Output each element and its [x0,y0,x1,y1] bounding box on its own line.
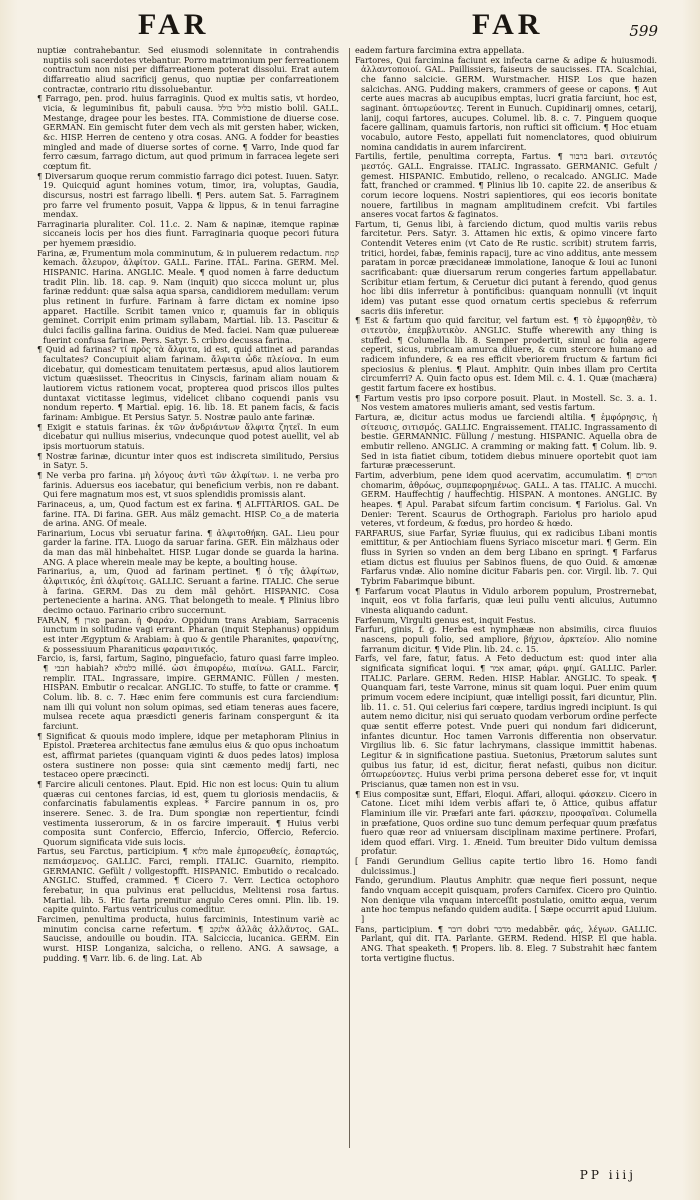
dictionary-entry: Farinarius, a, um, Quod ad farinam pertinet. ¶ ὁ τῆς ἀλφίτων, ἀλφιτικός, ἐπὶ ἀλφίτοις. GALLIC. Seruant a farine. ITALIC. Che serue à farina. GERM. Das zu dem mäl gehört. HISPANIC. Cosa perteneciente a harina. ANG. That belongeth to meale. ¶ Plinius libro decimo octauo. Farinario cribro succernunt. [37,566,339,616]
dictionary-entry: Farina, æ, Frumentum mola comminutum, & in puluerem redactum. קמח kemach. ἄλευρον, ἀλφίτον. GALL. Farine. ITAL. Farina. GERM. Mel. HISPANIC. Harina. ANGLIC. Meale. ¶ quod nomen à farre deductum tradit Plin. lib. 18. cap. 9. Nam (inquit) quo siccca molunt ur, plus farinæ reddunt: quæ salsa aqua sparsa, candidiorem medullam: verum plus retinent in furfure. Farinam à farre dictam ex nomine ipso apparet. Hactille. Scribit tamen vnico r, quamuis far in obliquis geminet. Corripit enim primam syllabam, Martial. lib. 13. Pascitur & dulci facilis gallina farina. Ouidius de Med. faciei. Nam quæ puluereæ fuerint confusa farinæ. Pers. Satyr. 5. cribro decussa farina. [37,247,339,345]
page-number: 599 [629,22,658,40]
dictionary-entry: FARFARUS, siue Farfar, Syriæ fluuius, qui ex radicibus Libani montis emittitur, & per Antiochiam fluens Syriaco miscetur mari. ¶ Germ. Ein fluss in Syrien so vnden an dem berg Libano en springt. ¶ Farfarus etiam dictus est fluuius per Sabinos fluens, de quo Ouid. & amœnæ Farfarus vndæ. Alio nomine dicitur Fabaris pen. cor. Virgil. lib. 7. Qui Tybrim Fabarimque bibunt. [355,527,657,587]
dictionary-entry: ¶ Farfarum vocat Plautus in Vidulo arborem populum, Prostrernebat, inquit, eos vt folia farfaris, quæ leui pullu venti alicuius, Autumno vinesta aliquando cadunt. [355,585,657,616]
dictionary-entry: Fartores, Qui farcimina faciunt ex infecta carne & adipe & huiusmodi. ἀλλαντοποιοί. GAL. Paillissiers, faiseurs de saucisses. ITA. Scalchiai, che fanno salcicie. GERM. Wurstmacher. HISP. Los que hazen salcichas. ANG. Pudding makers, crammers of geese or capons. ¶ Aut certe aues macras ab aucupibus emptas, lucri gratia farciunt, hoc est, saginant. ὁπτωρεύοντες. Terent in Eunuch. Cupidinarij omnes, cetarij, lanij, coqui fartores, aucupes. Columel. lib. 8. c. 7. Pinguem quoque facere gallinam, quamuis fartoris, non ruftici sit officium. ¶ Hoc etuam vocabulo, autore Festo, appellati fuit nomenclatores, quod obiuirum nomina candidatis in aurem infarcirent. [355,54,657,152]
dictionary-entry: ¶ Est & fartum quo quid farcitur, vel fartum est. ¶ τὸ ἐμφορηθὲν, τὸ σιτευτὸν, ἐπεμβλυτικὸν. ANGLIC. Stuffe wherewith any thing is stuffed. ¶ Columella lib. 8. Semper prodertit, simul ac folia agere ceperit, sicus, rubricam amurca diluere, & cum stercore humano ad radicem infundere, & ea res efficit vberiorem fructum & fartum fici speciosius & plenius. ¶ Plaut. Amphitr. Quin inbes illam pro Certita circumferri? A. Quin facto opus est. Idem Mil. c. 4. 1. Quæ (machæra) gestit fartum facere ex hostibus. [355,315,657,393]
dictionary-entry: Farfuri, ginis, f. g. Herba est nymphææ non absimilis, circa fluuios nascens, populi folio, sed ampliore, βήχιον, ἀρκτείον. Alio nomine farranum dicitur. ¶ Vide Plin. lib. 24. c. 15. [355,624,657,654]
signature-mark: PP iiij [579,1168,636,1182]
dictionary-entry: eadem fartura farcimina extra appellata. [355,46,525,55]
running-head-right: FAR [472,8,544,41]
right-column [355,46,657,1151]
dictionary-entry: Fartus, seu Farctus, participium. ¶ מלוא male ἐμπορευθείς, ἐσπαρτώς, πεπιάσμενος. GALLIC. Farci, rempli. ITALIC. Guarnito, riempito. GERMANIC. Gefült / vollgestopfft. HISPANIC. Embutido o recalcado. ANGLIC. Stuffed, crammed. ¶ Cicero 7. Verr. Lectica octophoro ferebatur, in qua pulvinus erat pellucidus, Melitensi rosa fartus. Martial. lib. 5. Hic farta premitur angulo Ceres omni. Plin. lib. 19. capite quinto. Fartus ventriculus comeditur. [37,846,339,915]
dictionary-entry: ¶ Diversarum quoque rerum commistio farrago dici potest. Iuuen. Satyr. 19. Quicquid agunt homines votum, timor, ira, voluptas, Gaudia, discursus, nostri est farrago libelli. ¶ Pers. autem Sat. 5. Farraginem pro farre vel frumento posuit, Vappa & lippus, & in tenui farragine mendax. [37,170,339,220]
dictionary-entry: Fartum, ti, Genus libi, à farciendo dictum, quod multis variis rebus farcitetur. Pers. Satyr. 3. Attamen hic extis, & opimo vincere farto Contendit Veteres enim (vt Cato de Re rustic. scribit) strutem farris, tritici, hordei, fabæ, feminis rapacij, ture ac vino additus, ante messem paratam in porcæ præcidaneæ immolatione, Ianoque & Ioui ac Iunoni sacrificabant: quæ diuersarum rerum congeries fartum appellabatur. Scribitur etiam fertum, & Ceruetur dici putant à ferendo, quod genus hoc libi diis inferretur à pontificibus: quanquam nonnulli (vt inquit idem) vas putant esse quod ornatum certis speciebus & referrum sacris diis inferetur. [355,218,657,316]
dictionary-entry: ¶ Farrago, pen. prod. huius farraginis. Quod ex multis satis, vt hordeo, vicia, & leguminibus fit, pabuli causa. בליל בולל mistio bolil. GALL. Mestange, dragee pour les bestes. ITA. Commistione de diuerse cose. GERMAN. Ein gemischt futer dem vech als mit gersten haber, wicken, &c. HISP. Herren de centeno y otra cosas. ANG. A fodder for beasties mingled and made of diuerse sortes of corne. ¶ Varro, Inde quod far ferro cæsum, farrago dictum, aut quod primum in farracea legete seri cœptum fit. [37,93,339,171]
dictionary-entry: Fartura, æ, dicitur actus modus ue farciendi altilia. ¶ ἐμφόρησις, ἡ σίτευσις, σιτισμός. GALLIC. Engraissement. ITALIC. Ingrassamento di bestie. GERMANNIC. Füllung / mestung. HISPANIC. Aquella obra de embutir relleno. ANGLIC. A cramming or making fatt. ¶ Colum. lib. 9. Sed in ista fiatiet cibum, totidem diebus minuere oportebit quot iam farturæ præcesserunt. [355,411,657,471]
left-column [37,46,339,1151]
dictionary-entry: FARAN, ¶ פארן paran. ἡ Φαράν. Oppidum trans Arabiam, Sarracenis iunctum in solitudine vagi errant. Pharan (inquit Stephanus) oppidum est inter Ægyptum & Arabiam: à quo & gentile Pharanites, φαρανίτης, & possessiuum Pharaniticus φαρανιτικός. [37,614,339,654]
dictionary-entry: Fando, gerundium. Plautus Amphitr. quæ neque fieri possunt, neque fando vnquam accepit quisquam, profers Carnifex. Cicero pro Quintio. Non denique vila vnquam interceſſit postulatio, omitto æqua, verum ante hoc tempus nefando quidem audita. [ Sæpe occurrit apud Liuium. ] [355,875,657,925]
dictionary-entry: nuptiæ contrahebantur. Sed eiusmodi solennitate in contrahendis nuptiis soli sacerdotes vtebantur. Porro matrimonium per ferreationem contractum non nisi per diffarreationem poterat dissolui. Erat autem diffarreatio aliud sacrificij genus, quo nuptiæ per confarreationem contractæ, contrario ritu dissoluebantur. [37,46,339,94]
dictionary-entry: Farcimen, penultima producta, huius farciminis, Intestinum variè ac minutim concisa carne refertum. ¶ אלנקב ἀλλᾶς ἀλλᾶντος. GAL. Saucisse, andouille ou boudin. ITA. Salciccia, lucanica. GERM. Ein wurst. HISP. Longaniza, salcicha, o relleno. ANG. A sawsage, a pudding. ¶ Varr. lib. 6. de ling. Lat. Ab [37,914,339,963]
dictionary-entry: Fartilis, fertile, penultima correpta, Fartus. ¶ ברבור bari. σιτευτός μεστός. GALL. Engraisse. ITALIC. Ingrassato. GERMANIC. Gefult / gemest. HISPANIC. Embutido, relleno, o recalcado. ANGLIC. Made fatt, franched or crammed. ¶ Plinius lib 10. capite 22. de anseribus & corum iecore loquens. Nostri sapientiores, qui eos iecoris bonitate nouere, fartilibus in magnam amplitudinem crefcit. Vbi fartiles anseres vocat fartos & faginatos. [355,151,657,220]
dictionary-entry: ¶ Exigit e statuis farinas. ἐκ τῶν ἀνδριάντων ἄλφιτα ζητεῖ. In eum dicebatur qui nullius miserius, vndecunque quod potest auellit, vel ab ipsis mortuorum statuis. [37,421,339,451]
dictionary-entry: ¶ Farcire aliculi centones. Plaut. Epid. Hic non est locus: Quin tu alium quæras cui centones farcias, id est, quem tu gloriosis mendaciis, & confarcinatis fabulamentis expleas. * Farcire pannum in os, pro inserere. Senec. 3. de Ira. Dum spongiæ non repertientur, fcindi vestimenta iusserorum, & in os farcire imperauit. ¶ Huius verbi composita sunt Confercio, Effercio, Infercio, Offercio, Refercio. Quorum significata vide suis locis. [37,778,339,847]
dictionary-entry: Farinaceus, a, um, Quod factum est ex farina. ¶ ALFITÀRIOS. GAL. De farine. ITA. Di farina. GER. Aus mälz gemacht. HISP. Co_a de materia de arina. ANG. Of meale. [37,498,339,529]
running-head-left: FAR [138,8,210,41]
dictionary-entry: ¶ Nostræ farinæ, dicuntur inter quos est indiscreta similitudo, Persius in Satyr. 5. [37,450,339,471]
dictionary-entry: Farraginaria pluraliter. Col. 11.c. 2. Nam & napinæ, itemque rapinæ siccaneis locis per hos dies fiunt. Farraginaria quoque pecori futura per hyemem præsidio. [37,218,339,249]
page-header [0,8,700,44]
dictionary-entry: [ Fandi Gerundium Gellius capite tertio libro 16. Homo fandi dulcissimus.] [355,856,657,876]
dictionary-entry: Farfs, vel fare, fatur, fatus. A Feto deductum est: quod inter alia significata significat loqui. ¶ אמר amar, φάρι. φημί. GALLIC. Parler. ITALIC. Parlare. GERM. Reden. HISP. Hablar. ANGLIC. To speak. ¶ Quanquam fari, teste Varrone, minus sit quam loqui. Puer enim quum primum vocem edere incipiunt, quæ intelligi possit, fari dicuntur, Plin. lib. 11. c. 51. Qui celerius fari cœpere, tardius ingredi incipiunt. Is qui autem nemo dicitur, nisi qui seruato quodam verborum ordine perfecte quæ sentit efferre potest. Vnde pueri qui nondum fari didicerunt, infantes dicuntur. Hoc tamen Varronis differentia non observatur. Virgilius lib. 6. Sic fatur lachrymans, classique immittit habenas. Legitur & in significatione pastiua. Suetonius, Prætorum salutes sunt quibus ius fatur, id est, dicitur, fierat nefasti, quibus non dicitur. ὀπτωρεύοντες. Huius verbi prima persona deberet esse for, vt inquit Priscianus, quæ tamen non est in vsu. [355,653,657,789]
dictionary-entry: ¶ Ne verba pro farina. μὴ λόγους ἀντὶ τῶν ἀλφίτων. i. ne verba pro farinis. Aduersus eos iacebatur, qui beneficium verbis, non re dabant. Qui fere magnatum mos est, vt suos splendidis promissis alant. [37,469,339,500]
dictionary-entry: Fans, participium. ¶ דובר dobri מדבר medabbēr. φάς, λέγων. GALLIC. Parlant, qui dit. ITA. Parlante. GERM. Redend. HISP. El que habla. ANG. That speaketh. ¶ Propers. lib. 8. Eleg. 7 Substrahit hæc fantem torta vertigine fluctus. [355,923,657,963]
dictionary-entry: ¶ Significat & quouis modo implere, idque per metaphoram Plinius in Epistol. Præterea architectus fane æmulus eius & quo opus inchoatum est, affirmat parietes (quanquam viginti & duos pedes latos) implosa ostera sustinere non posse: quia sint cæmento medij farti, nec testaceo opere præcincti. [37,730,339,780]
dictionary-entry: Farcio, is, farsi, fartum, Sagino, pinguefacio, faturo quasi farre impleo. ¶ חבבי habiah? כלמלא millé. ὡσι ἐπιφορέω, πιαίνω. GALL. Farcir, remplir. ITAL. Ingrassare, impire. GERMANIC. Füllen / mesten. HISPAN. Embutir o recalcar. ANGLIC. To stuffe, to fatte or cramme. ¶ Colum. lib. 8. c. 7. Hæc enim fere communis est cura farciendium: nam illi qui volunt non solum opimas, sed etiam teneras aues facere, mulsea recete aqua præsdicti generis farinam conspergunt & ita farciunt. [37,653,339,731]
dictionary-entry: ¶ Fartum vestis pro ipso corpore posuit. Plaut. in Mostell. Sc. 3. a. 1. Nos vestem amatores mulieris amant, sed vestis fartum. [355,392,657,413]
text-columns [37,46,657,1151]
dictionary-entry: Farinarium, Locus vbi seruatur farina. ¶ ἀλφιτοθήκη. GAL. Lieu pour garder la farine. ITA. Luogo da saruar farina. GER. Ein mälzhaus oder da man das mäl hinbehaltet. HISP. Lugar donde se guarda la harina. ANG. A place wherein meale may be kepte, a boulting house. [37,527,339,567]
dictionary-entry: ¶ Quid ad farinas? τί πρὸς τὰ ἄλφιτα, id est, quid attinet ad parandas facultates? Concupiuit aliam farinam. ἄλφιτα ὧδε πλείονα. In eum dicebatur, qui domesticam tenuitatem pertæsus, apud alios lautiorem victum quæsiisset. Theocritus in Cinyscis, farinam aliam nouam & lautiorem victus rationem vocat, propterea quod priscos illos pultes duntaxat victitasse legimus, videlicet clibano coquendi panis vsu nondum reperto. ¶ Martial. epig. 16. lib. 18. Et panem facis, & facis farinam: Ambigue. Et Persius Satyr. 5. Nostræ paulo ante farinæ. [37,344,339,422]
dictionary-entry: Farfenum, Virgulti genus est, inquit Festus. [355,614,536,625]
dictionary-entry: ¶ Eius compositæ sunt, Effari, Eloqui. Affari, alloqui. φάσκειν. Cicero in Catone. Licet mihi idem verbis affari te, ö Attice, quibus affatur Flaminium ille vir. Præfari ante fari. φάσκειν, προσφαῖναι. Columella in præfatione, Quos ordine suo tunc demum perfequar quum præfatus fuero quæ reor ad vniuersam disciplinam maxime pertinere. Profari, idem quod effari. Virg. 1. Æneid. Tum breuiter Dido vultum demissa profatur. [355,788,657,857]
dictionary-entry: Fartim, adverbium, pene idem quod acervatim, accumulatim. ¶ חמרים chomarim, ἀθρόως, συμπεφορημένως. GALL. A tas. ITALIC. A mucchi. GERM. Hauffechtig / hauffechtig. HISPAN. A montones. ANGLIC. By heapes. ¶ Apul. Parabat sifcum fartim concisum. ¶ Fariolus. Gal. Vn Denier: Terent. Scaurus de Orthograph. Fariolus pro hariolo apud veteres, vt fordeum, & fœdus, pro hordeo & hœdo. [355,469,657,529]
